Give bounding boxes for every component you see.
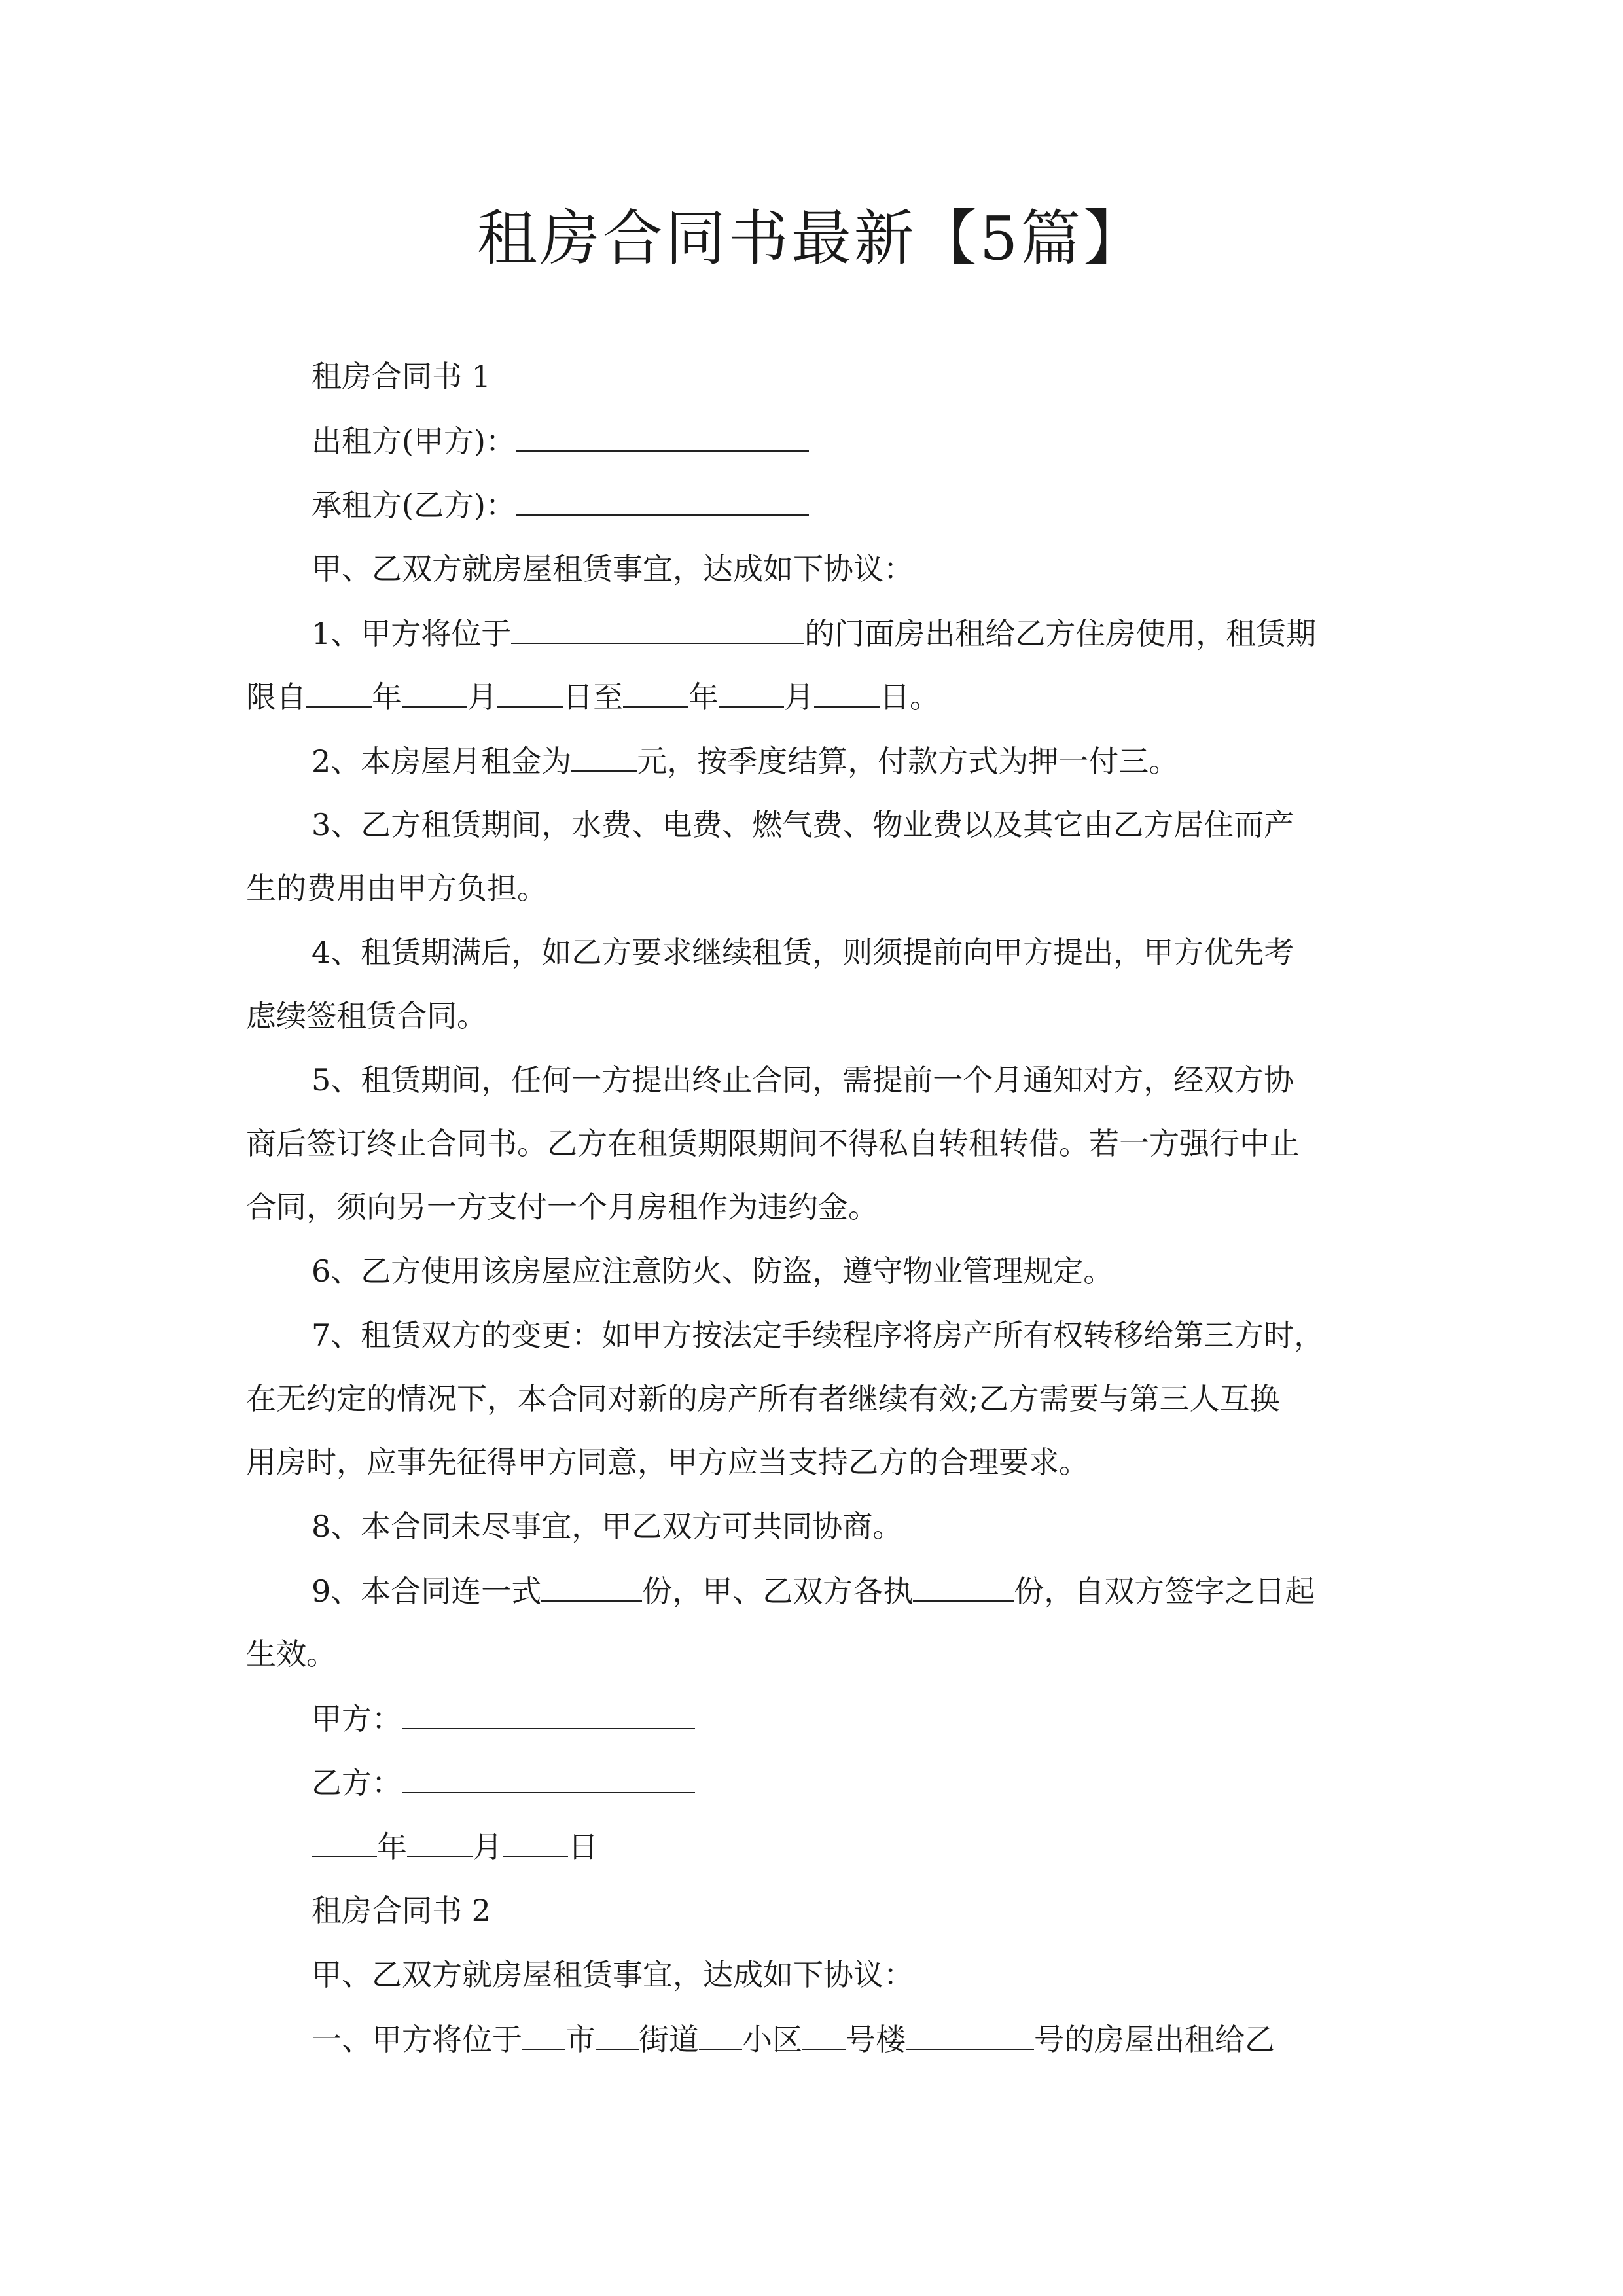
clause1-part-a: 1、甲方将位于 xyxy=(312,616,512,651)
clause5-line2: 商后签订终止合同书。乙方在租赁期限期间不得私自转租转借。若一方强行中止 xyxy=(246,1126,1300,1161)
clause1-line2 xyxy=(246,676,940,717)
sign-date xyxy=(312,1826,598,1867)
clause5-line1: 5、租赁期间，任何一方提出终止合同，需提前一个月通知对方，经双方协 xyxy=(312,1062,1294,1098)
start-month-blank[interactable] xyxy=(402,676,467,708)
lessee-blank[interactable] xyxy=(516,484,809,516)
clause9-part-c: 份，自双方签字之日起 xyxy=(1014,1573,1315,1609)
street-label: 街道 xyxy=(639,2022,699,2057)
contract2-intro: 甲、乙双方就房屋租赁事宜，达成如下协议： xyxy=(312,1957,914,1992)
copies-blank[interactable] xyxy=(541,1570,642,1602)
sign-year-label: 年 xyxy=(377,1829,407,1865)
clause8: 8、本合同未尽事宜，甲乙双方可共同协商。 xyxy=(312,1509,903,1544)
clause3-line1: 3、乙方租赁期间，水费、电费、燃气费、物业费以及其它由乙方居住而产 xyxy=(312,807,1294,842)
sign-month-label: 月 xyxy=(473,1829,503,1865)
each-copies-blank[interactable] xyxy=(913,1570,1014,1602)
street-blank[interactable] xyxy=(596,2018,639,2050)
c2-l1-part-b: 号的房屋出租给乙 xyxy=(1034,2022,1275,2057)
end-year-blank[interactable] xyxy=(623,676,688,708)
clause1-part-c: 限自 xyxy=(246,679,306,715)
clause2-part-b: 元，按季度结算，付款方式为押一付三。 xyxy=(637,744,1179,779)
sign-day-blank[interactable] xyxy=(503,1826,568,1857)
clause6: 6、乙方使用该房屋应注意防火、防盗，遵守物业管理规定。 xyxy=(312,1253,1114,1289)
building-label: 号楼 xyxy=(846,2022,906,2057)
sign-party-b xyxy=(312,1762,695,1803)
clause3-line2: 生的费用由甲方负担。 xyxy=(246,870,547,906)
start-year-label: 年 xyxy=(372,679,402,715)
sign-day-label: 日 xyxy=(568,1829,598,1865)
lessee-line xyxy=(312,484,809,526)
contract1-heading: 租房合同书 1 xyxy=(312,359,491,394)
lessor-blank[interactable] xyxy=(516,420,809,452)
city-blank[interactable] xyxy=(522,2018,565,2050)
rent-blank[interactable] xyxy=(571,740,637,772)
sign-party-a xyxy=(312,1698,695,1739)
location-blank[interactable] xyxy=(511,613,804,644)
clause9-part-b: 份，甲、乙双方各执 xyxy=(642,1573,914,1609)
clause2 xyxy=(312,740,1179,781)
sign-b-blank[interactable] xyxy=(402,1762,695,1793)
clause7-line1: 7、租赁双方的变更：如甲方按法定手续程序将房产所有权转移给第三方时， xyxy=(312,1318,1325,1353)
sign-a-label: 甲方： xyxy=(312,1701,402,1736)
start-year-blank[interactable] xyxy=(306,676,372,708)
city-label: 市 xyxy=(565,2022,596,2057)
contract2-heading: 租房合同书 2 xyxy=(312,1893,491,1928)
sign-a-blank[interactable] xyxy=(402,1698,695,1729)
community-blank[interactable] xyxy=(699,2018,742,2050)
end-year-label: 年 xyxy=(688,679,719,715)
document-title: 租房合同书最新【5篇】 xyxy=(476,204,1147,274)
sign-year-blank[interactable] xyxy=(312,1826,377,1857)
end-month-label: 月 xyxy=(784,679,814,715)
start-month-label: 月 xyxy=(467,679,497,715)
clause4-line1: 4、租赁期满后，如乙方要求继续租赁，则须提前向甲方提出，甲方优先考 xyxy=(312,935,1294,970)
sign-b-label: 乙方： xyxy=(312,1765,402,1801)
building-blank[interactable] xyxy=(802,2018,846,2050)
clause9-part-a: 9、本合同连一式 xyxy=(312,1573,542,1609)
community-label: 小区 xyxy=(742,2022,802,2057)
start-day-label: 日至 xyxy=(563,679,623,715)
clause4-line2: 虑续签租赁合同。 xyxy=(246,998,487,1033)
start-day-blank[interactable] xyxy=(497,676,563,708)
clause7-line3: 用房时，应事先征得甲方同意，甲方应当支持乙方的合理要求。 xyxy=(246,1444,1089,1480)
clause5-line3: 合同，须向另一方支付一个月房租作为违约金。 xyxy=(246,1189,878,1225)
clause2-part-a: 2、本房屋月租金为 xyxy=(312,744,572,779)
contract1-intro: 甲、乙双方就房屋租赁事宜，达成如下协议： xyxy=(312,551,914,586)
end-day-blank[interactable] xyxy=(814,676,880,708)
room-blank[interactable] xyxy=(906,2018,1034,2050)
lessor-line xyxy=(312,420,809,461)
clause9-line1 xyxy=(312,1570,1315,1611)
clause1-part-b: 的门面房出租给乙方住房使用，租赁期 xyxy=(804,616,1317,651)
clause7-line2: 在无约定的情况下，本合同对新的房产所有者继续有效;乙方需要与第三人互换 xyxy=(246,1381,1280,1416)
c2-l1-part-a: 一、甲方将位于 xyxy=(312,2022,522,2057)
sign-month-blank[interactable] xyxy=(407,1826,473,1857)
lessor-label: 出租方(甲方)： xyxy=(312,423,516,459)
lessee-label: 承租方(乙方)： xyxy=(312,488,516,523)
contract2-line1 xyxy=(312,2018,1275,2060)
clause9-line2: 生效。 xyxy=(246,1636,336,1672)
end-day-label: 日。 xyxy=(880,679,940,715)
clause1-line1 xyxy=(312,613,1316,654)
end-month-blank[interactable] xyxy=(719,676,784,708)
